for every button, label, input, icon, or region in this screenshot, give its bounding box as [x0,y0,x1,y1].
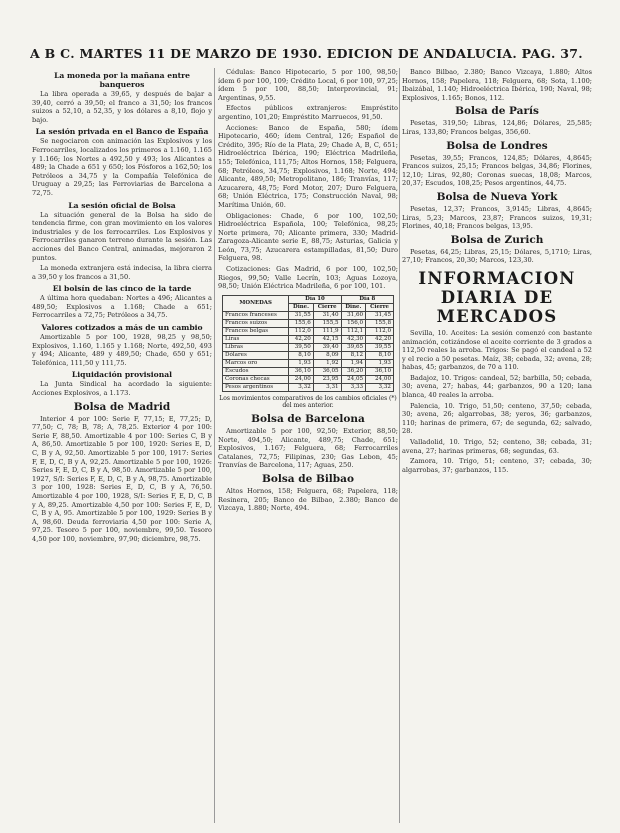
rate-cell: 8,12 [341,351,366,359]
article-text: Valladolid, 10. Trigo, 52; centeno, 38; cebada, 31; avena, 27; harinas primeras, 68; segundas, 63. [402,438,592,455]
rate-cell: 39,40 [313,343,341,351]
currency-name: Pesos argentinos [223,383,289,391]
rate-cell: 31,40 [313,311,341,319]
rate-cell: 112,0 [366,327,394,335]
rate-cell: 24,00 [289,375,314,383]
article-text: Pesetas, 39,55; Francos, 124,85; Dólares, 4,8645; Francos suizos, 25,15; Francos belgas, 34,86; Florines, 12,10; Liras, 92,80; Coronas suecas, 18,08; Marcos, 20,37; Escudos, 108,25; Pesos argentinos, 44,75. [402,153,592,188]
currency-name: Francos franceses [223,311,289,319]
rate-cell: 1,93 [366,359,394,367]
section-heading-bolsa-nueva-york: Bolsa de Nueva York [436,190,558,203]
rate-cell: 42,20 [289,335,314,343]
rate-cell: 3,33 [341,383,366,391]
section-heading-bolsa-barcelona: Bolsa de Barcelona [251,413,365,426]
article-text: Pesetas, 64,25; Libras, 25,15; Dólares, 5,1710; Liras, 27,10; Francos, 20,30; Marcos, 123,30. [402,247,592,265]
rate-cell: 42,30 [341,335,366,343]
table-subheader: Cierre [313,303,341,311]
article-text: La Junta Sindical ha acordado la siguiente: Acciones Explosivos, a 1.173. [32,380,212,398]
article-text: Altos Hornos, 158; Felguera, 68; Papelera, 118; Resinera, 205; Banco de Bilbao, 2.380; Banco de Vizcaya, 1.880; Norte, 494. [218,487,398,513]
article-text: Obligaciones: Chade, 6 por 100, 102,50; Hidroeléctrica Española, 100; Telefónica, 98,25; Norte primera, 70; Alicante primera, 330; Madrid-Zaragoza-Alicante serie E, 88,75; Asturias, Galicia y León, 73,75; Azucarera estampilladas, 81,50; Duro Felguera, 98. [218,211,398,263]
table-row [223,335,394,343]
article-text: Efectos públicos extranjeros: Empréstito argentino, 101,20; Empréstito Marruecos, 91,50. [218,104,398,121]
article-text: La libra operada a 39,65, y después de bajar a 39,40, cerró a 39,50; el franco a 31,50; los francos suizos a 52,10, a 52,35, y los dólares a 8,10, flojo y bajo. [32,90,212,124]
article-heading: Liquidación provisional [71,370,173,380]
table-header-date: Día 8 [341,295,393,303]
section-heading-bolsa-bilbao: Bolsa de Bilbao [262,473,354,485]
article-text: Pesetas, 319,50; Libras, 124,86; Dólares, 25,585; Liras, 133,80; Francos belgas, 356,60. [402,119,592,136]
rate-cell: 42,20 [366,335,394,343]
article-text: La moneda extranjera está indecisa, la libra cierra a 39,50 y los francos a 31,50. [32,264,212,281]
table-subheader: Dine. [289,303,314,311]
currency-name: Francos suizos [223,319,289,327]
article-text: Cédulas: Banco Hipotecario, 5 por 100, 98,50; ídem 6 por 100, 109; Crédito Local, 6 por 100, 97,25; ídem 5 por 100, 88,50; Interprovincial, 91; Argentinas, 9,55. [218,68,398,102]
article-text: La situación general de la Bolsa ha sido de tendencia firme, con gran movimiento en los valores industriales y de los ferrocarriles. Los Explosivos y Ferrocarriles ganaron terreno durante la sesión. Las acciones del Banco Central, animadas, mejoraron 2 puntos. [32,210,212,262]
rate-cell: 3,32 [289,383,314,391]
rate-cell: 36,20 [341,367,366,375]
table-header-monedas: MONEDAS [223,295,289,311]
table-row [223,383,394,391]
rate-cell: 3,32 [366,383,394,391]
page-masthead: A B C. MARTES 11 DE MARZO DE 1930. EDICION DE ANDALUCIA. PAG. 37. [30,46,583,61]
currency-name: Liras [223,335,289,343]
article-text: Se negociaron con animación las Explosivos y los Ferrocarriles, localizados los primeros a 1.160, 1.165 y 1.166; los Nortes a 492,50 y 493; los Alicantes a 489; la Chade a 651 y 650; los Fósforos a 162,50; los Petróleos a 34,75 y la Compañía Telefónica de Uruguay a 29,25; las Ferroviarias de Barcelona a 72,75. [32,137,212,197]
rate-cell: 8,09 [313,351,341,359]
table-caption: Los movimientos comparativos de los cambios oficiales (*) del mes anterior. [219,394,397,410]
rate-cell: 39,65 [341,343,366,351]
rate-cell: 1,94 [341,359,366,367]
article-text: A última hora quedaban: Nortes a 496; Alicantes a 489,50; Explosivos a 1.168; Chade a 651; Ferrocarriles a 72,75; Petróleos a 34,75. [32,294,212,320]
rate-cell: 31,45 [366,311,394,319]
article-text: Amortizable 5 por 100, 1928, 98,25 y 98,50; Explosivos, 1.160, 1.165 y 1.168; Norte, 492,50, 493 y 494; Alicante, 489 y 489,50; Chade, 650 y 651; Telefónica, 111,50 y 111,75. [32,333,212,367]
currency-name: Escudos [223,367,289,375]
table-row [223,359,394,367]
table-row [223,311,394,319]
article-text: Banco Bilbao, 2.380; Banco Vizcaya, 1.880; Altos Hornos, 158; Papelera, 118; Felguera, 68; Sota, 1.100; Ibaizábal, 1.140; Hidroeléctrica Ibérica, 190; Naval, 98; Explosivos, 1.165; Bonos, 112. [402,68,592,102]
rate-cell: 3,31 [313,383,341,391]
article-text: Sevilla, 10. Aceites: La sesión comenzó con bastante animación, cotizándose el aceite corriente de 3 grados a 112,50 reales la arroba. Trigos: Se pagó el candeal a 52 y el recio a 50 pesetas. Maíz, 38; cebada, 32; avena, 28; habas, 45; garbanzos, de 70 a 110. [402,328,592,372]
table-row [223,375,394,383]
article-text: Interior 4 por 100: Serie F, 77,15; E, 77,25; D, 77,50; C, 78; B, 78; A, 78,25. Exterior 4 por 100: Serie F, 88,50. Amortizable 4 por 100: Series C, B y A, 86,50. Amortizable 5 por 100, 1920: Series E, D, C, B y A, 92,50. Amortizable 5 por 100, 1917: Series F, E, D, C, B y A, 92,25. Amortizable 5 por 100, 1926: Series F, E, D, C, B y A, 98,50. Amortizable 5 por 100, 1927, S/I: Series F, E, D, C, B y A, 98,75. Amortizable 3 por 100, 1928: Series E, D, C, B y A, 76,50. Amortizable 4 por 100, 1928, S/I: Series F, E, D, C, B y A, 89,25. Amortizable 4,50 por 100: Series F, E, D, C, B y A, 95. Amortizable 5 por 100, 1929: Series B y A, 98,60. Deuda ferroviaria 4,50 por 100: Serie A, 97,25. Tesoro 5 por 100, noviembre, 99,50. Tesoro 4,50 por 100, noviembre, 97,90; diciembre, 98,75. [32,414,212,543]
table-header-row [223,295,394,303]
column-rule [214,68,215,823]
article-text: Zamora, 10. Trigo, 51; centeno, 37; cebada, 30; algarrobas, 37; garbanzos, 115. [402,457,592,474]
section-heading-mercados: INFORMACION DIARIA DE MERCADOS [418,268,576,326]
rate-cell: 31,55 [289,311,314,319]
section-heading-bolsa-paris: Bolsa de París [455,105,539,118]
currency-name: Francos belgas [223,327,289,335]
rate-cell: 156,0 [341,319,366,327]
section-heading-bolsa-zurich: Bolsa de Zurich [450,233,544,246]
rate-cell: 24,05 [341,375,366,383]
article-text: Acciones: Banco de España, 580; ídem Hipotecario, 460; ídem Central, 126; Español de Crédito, 395; Río de la Plata, 29; Chade A, B, C, 651; Hidroeléctrica Ibérica, 190; Eléctrica Madrileña, 155; Telefónica, 111,75; Altos Hornos, 158; Felguera, 68; Petróleos, 34,75; Explosivos, 1.168; Norte, 494; Alicante, 489,50; Metropolitano, 186; Tranvías, 117; Azucarera, 48,75; Ford Motor, 207; Duro Felguera, 68; Unión Eléctrica, 175; Construcción Naval, 98; Marítima Unión, 60. [218,123,398,209]
rate-cell: 1,92 [313,359,341,367]
article-heading: La moneda por la mañana entre banqueros [54,71,190,89]
currency-name: Dólares [223,351,289,359]
currency-name: Libras [223,343,289,351]
table-subheader: Cierre [366,303,394,311]
rate-cell: 8,10 [366,351,394,359]
rate-cell: 24,00 [366,375,394,383]
currency-name: Coronas checas [223,375,289,383]
rate-cell: 36,05 [313,367,341,375]
section-heading-bolsa-madrid: Bolsa de Madrid [73,400,171,413]
rate-cell: 31,60 [341,311,366,319]
table-row [223,319,394,327]
table-header-date: Día 10 [289,295,341,303]
rate-cell: 23,95 [313,375,341,383]
column-2 [218,68,398,828]
column-rule [399,68,400,823]
article-heading: La sesión privada en el Banco de España [35,127,209,137]
exchange-rate-table [222,295,394,392]
article-heading: Valores cotizados a más de un cambio [41,323,203,333]
currency-name: Marcos oro [223,359,289,367]
column-1 [32,68,212,828]
rate-cell: 39,55 [366,343,394,351]
rate-cell: 42,15 [313,335,341,343]
article-heading: La sesión oficial de Bolsa [68,200,176,210]
rate-cell: 112,1 [341,327,366,335]
article-text: Palencia, 10. Trigo, 51,50; centeno, 37,50; cebada, 30; avena, 26; algarrobas, 38; yeros, 36; garbanzos, 110; harinas de primera, 67; de segunda, 62; salvado, 28. [402,401,592,436]
table-row [223,351,394,359]
article-text: Cotizaciones: Gas Madrid, 6 por 100, 102,50; Riegos, 99,50; Valle Lecrín, 103; Aguas Lozoya, 98,50; Unión Eléctrica Madrileña, 6 por 100, 101. [218,265,398,291]
article-text: Pesetas, 12,37; Francos, 3,9145; Libras, 4,8645; Liras, 5,23; Marcos, 23,87; Francos suizos, 19,31; Florines, 40,18; Francos belgas, 13,95. [402,204,592,231]
column-3 [402,68,592,828]
rate-cell: 155,5 [313,319,341,327]
table-row [223,343,394,351]
article-heading: El bolsín de las cinco de la tarde [52,284,192,294]
rate-cell: 155,6 [289,319,314,327]
rate-cell: 155,8 [366,319,394,327]
article-text: Badajoz, 10. Trigos: candeal, 52; barbilla, 50; cebada, 30; avena, 27; habas, 44; garbanzos, 90 a 120; lana blanca, 40 reales la arroba. [402,373,592,400]
table-row [223,367,394,375]
rate-cell: 111,9 [313,327,341,335]
rate-cell: 36,10 [366,367,394,375]
article-text: Amortizable 5 por 100, 92,50; Exterior, 88,50; Norte, 494,50; Alicante, 489,75; Chade, 651; Explosivos, 1.167; Felguera, 68; Ferrocarriles Catalanes, 72,75; Filipinas, 230; Gas Lebon, 45; Tranvías de Barcelona, 117; Aguas, 250. [218,427,398,470]
rate-cell: 112,0 [289,327,314,335]
rate-cell: 8,10 [289,351,314,359]
table-subheader: Dine. [341,303,366,311]
rate-cell: 1,93 [289,359,314,367]
rate-cell: 36,10 [289,367,314,375]
rate-cell: 39,50 [289,343,314,351]
section-heading-bolsa-londres: Bolsa de Londres [446,139,548,152]
table-row [223,327,394,335]
